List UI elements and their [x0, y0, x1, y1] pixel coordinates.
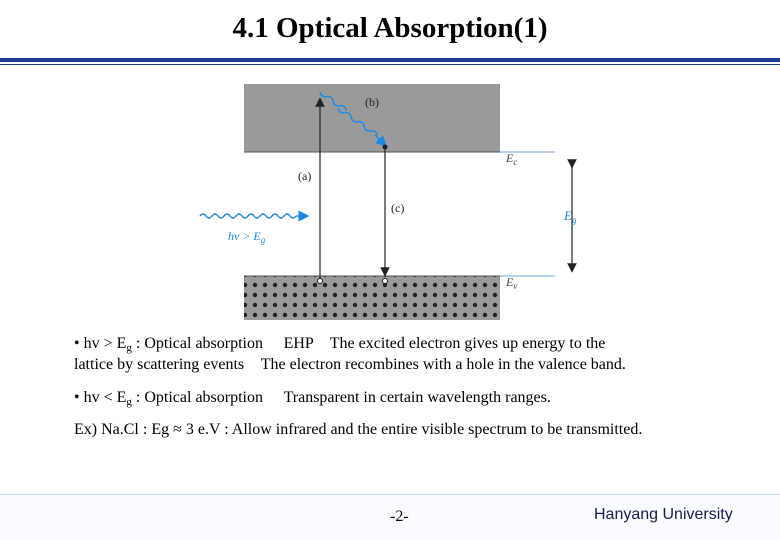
bullet-1-line-1: • hv > $E_g$ : Optical absorption ᅟ EHP ᅟThe excited electron gives up energy to the [74, 335, 606, 354]
footer-divider [0, 494, 780, 495]
eg-label: $E_g$ [564, 208, 577, 225]
arrow-icon: ᅟ [248, 358, 261, 373]
title-rule-thick [0, 58, 780, 62]
page-title: 4.1 Optical Absorption(1) [232, 12, 548, 44]
institution-name: Hanyang University [594, 506, 733, 523]
arrow-icon: ᅟ [267, 391, 280, 406]
incoming-photon-wave [200, 214, 296, 218]
label-a: (a) [298, 169, 312, 183]
ev-label: $E_v$ [506, 275, 518, 291]
example-line: Ex) Na.Cl : Eg ≈ 3 e.V : Allow infrared and the entire visible spectrum to be transmitted. [74, 421, 643, 438]
arrow-icon: ᅟ [267, 337, 280, 352]
page-number: -2- [390, 508, 409, 525]
title-rule-thin [0, 64, 780, 65]
photon-energy-label: $h\nu > E_g$ [228, 229, 266, 245]
label-c: (c) [391, 201, 405, 215]
bullet-1-line-2: lattice by scattering events ᅟThe electron recombines with a hole in the valence band. [74, 356, 626, 373]
ec-label: $E_c$ [506, 151, 518, 167]
bullet-2: • hv < $E_g$ : Optical absorption ᅟ Transparent in certain wavelength ranges. [74, 389, 551, 408]
arrow-icon: ᅟ [317, 337, 330, 352]
label-b: (b) [365, 95, 379, 109]
band-diagram [190, 80, 590, 325]
